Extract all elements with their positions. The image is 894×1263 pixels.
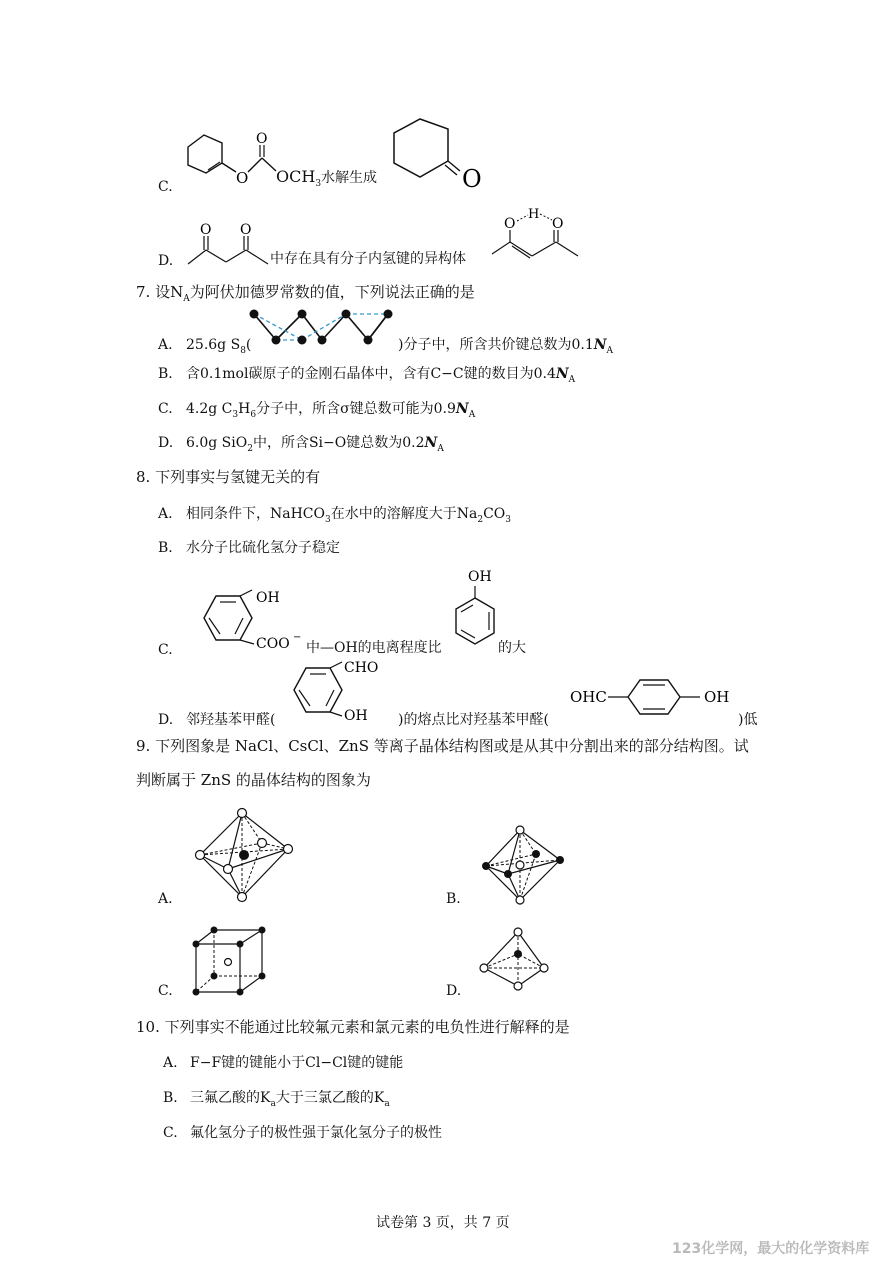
q9-stem-line1: 9. 下列图象是 NaCl、CsCl、ZnS 等离子晶体结构图或是从其中分割出来的部分结构图。试: [136, 737, 749, 755]
page-footer: 试卷第 3 页，共 7 页: [376, 1215, 510, 1231]
q8-a-sub2: 2: [477, 514, 484, 525]
q6-d-acetylacetone-structure: [186, 220, 276, 270]
q7-a-na-sub: A: [606, 345, 614, 356]
q8-a-text1: 相同条件下，NaHCO: [186, 506, 325, 522]
q7-a-s8-ring-structure: [246, 308, 396, 348]
q6-c-ketone-o: O: [462, 165, 482, 193]
q8-b-label: B.: [158, 540, 173, 556]
q8-c-oh2: OH: [468, 569, 492, 585]
watermark-text: 123化学网，最大的化学资料库: [672, 1241, 870, 1257]
q8-c-coo: COO: [256, 636, 290, 652]
q9-d-bipyramid-figure: [480, 926, 560, 996]
q10-b-text1: 三氟乙酸的K: [190, 1090, 271, 1106]
q7-d-sub2: 2: [247, 443, 253, 454]
q10-a-label: A.: [163, 1055, 178, 1071]
q7-c-label: C.: [158, 401, 173, 417]
q7-d-text2: 中，所含Si−O键总数为0.2: [252, 435, 425, 451]
q10-c-text: 氟化氢分子的极性强于氯化氢分子的极性: [190, 1125, 442, 1141]
q8-d-text2: )的熔点比对羟基苯甲醛(: [398, 712, 549, 728]
q7-a-label: A.: [158, 337, 173, 353]
q7-a-paren: (: [245, 337, 252, 353]
q8-d-oh: OH: [344, 708, 368, 724]
q8-a-sub3b: 3: [505, 514, 512, 525]
q9-a-octahedron-figure: [192, 805, 302, 905]
q6-c-cyclohexanone-structure: [388, 115, 488, 195]
svg-text:O: O: [240, 222, 252, 238]
q6-d-text: 中存在具有分子内氢键的异构体: [270, 251, 466, 267]
q8-c-oh: OH: [256, 590, 280, 606]
q8-d-oh2: OH: [704, 688, 730, 706]
q7-c-sub6: 6: [250, 409, 257, 420]
q6-d-h: H: [528, 207, 540, 222]
q7-b-na: N: [555, 366, 569, 382]
q10-b-sub2: a: [384, 1098, 390, 1109]
q6-d-o2: O: [552, 216, 564, 232]
q7-c-na: N: [455, 401, 469, 417]
q6-c-text: 水解生成: [321, 170, 378, 186]
q8-a-text2: 在水中的溶解度大于Na: [330, 506, 478, 522]
q9-d-label: D.: [446, 983, 462, 999]
q8-d-para-hydroxybenzaldehyde-structure: [568, 678, 748, 728]
q8-a-sub3: 3: [325, 514, 331, 525]
q7-c-na-sub: A: [468, 409, 476, 420]
q6-d-label: D.: [158, 253, 174, 269]
q10-b-sub: a: [270, 1098, 276, 1109]
q8-d-ohc: OHC: [570, 688, 607, 706]
q6-c-label: C.: [158, 179, 173, 195]
q7-stem: 为阿伏加德罗常数的值，下列说法正确的是: [189, 283, 475, 301]
q8-c-minus: −: [293, 632, 302, 643]
q7-c-text3: 分子中，所含σ键总数可能为0.9: [256, 401, 456, 417]
q7-b-na-sub: A: [568, 374, 576, 385]
q7-b-text: 含0.1mol碳原子的金刚石晶体中，含有C−C键的数目为0.4: [186, 366, 556, 382]
q7-b-label: B.: [158, 366, 173, 382]
q8-c-text2: 的大: [498, 640, 526, 656]
svg-text:O: O: [200, 222, 212, 238]
q9-b-octahedron-figure: [480, 824, 570, 908]
q7-d-text1: 6.0g SiO: [186, 435, 248, 451]
q6-c-och3-sub: 3: [315, 179, 322, 190]
q8-a-label: A.: [158, 506, 173, 522]
q7-c-text1: 4.2g C: [186, 401, 233, 417]
q8-d-text1: 邻羟基苯甲醛(: [186, 712, 276, 728]
q8-c-label: C.: [158, 642, 173, 658]
q7-c-text2: H: [238, 401, 251, 417]
q7-a-na: N: [593, 337, 607, 353]
q8-a-text3: CO: [483, 506, 506, 522]
q8-c-salicylate-structure: [190, 588, 320, 658]
q9-c-label: C.: [158, 983, 173, 999]
q9-b-label: B.: [446, 891, 461, 907]
q7-stem-number: 7. 设N: [136, 283, 184, 301]
svg-text:O: O: [256, 131, 268, 147]
q7-d-na: N: [424, 435, 438, 451]
q7-c-sub3: 3: [232, 409, 239, 420]
q6-c-och3: OCH: [276, 167, 316, 186]
q8-d-cho: CHO: [344, 660, 379, 676]
q10-b-label: B.: [163, 1090, 178, 1106]
q7-a-text1: 25.6g S: [186, 337, 241, 353]
q8-d-text3: )低: [738, 712, 758, 728]
q10-a-text: F−F键的键能小于Cl−Cl键的键能: [190, 1055, 404, 1071]
q6-d-enol-hbond-structure: [488, 204, 588, 268]
q6-d-o1: O: [504, 216, 516, 232]
q7-stem-sub: A: [183, 294, 190, 304]
q9-stem-line2: 判断属于 ZnS 的晶体结构的图象为: [136, 771, 371, 789]
q8-stem: 8. 下列事实与氢键无关的有: [136, 468, 321, 486]
q8-b-text: 水分子比硫化氢分子稳定: [186, 540, 340, 556]
q7-d-label: D.: [158, 435, 174, 451]
q9-c-cube-figure: [190, 924, 280, 1004]
svg-text:O: O: [236, 169, 249, 187]
q10-c-label: C.: [163, 1125, 178, 1141]
q8-d-ortho-hydroxybenzaldehyde-structure: [284, 656, 404, 726]
q10-b-text2: 大于三氯乙酸的K: [275, 1090, 385, 1106]
q7-a-sub8: 8: [240, 345, 246, 356]
q8-c-text1: 中—OH的电离程度比: [306, 640, 442, 656]
q7-a-text2: )分子中，所含共价键总数为0.1: [398, 337, 594, 353]
q7-d-na-sub: A: [437, 443, 444, 454]
q8-d-label: D.: [158, 712, 174, 728]
q9-a-label: A.: [158, 891, 173, 907]
q10-stem: 10. 下列事实不能通过比较氟元素和氯元素的电负性进行解释的是: [136, 1018, 570, 1036]
